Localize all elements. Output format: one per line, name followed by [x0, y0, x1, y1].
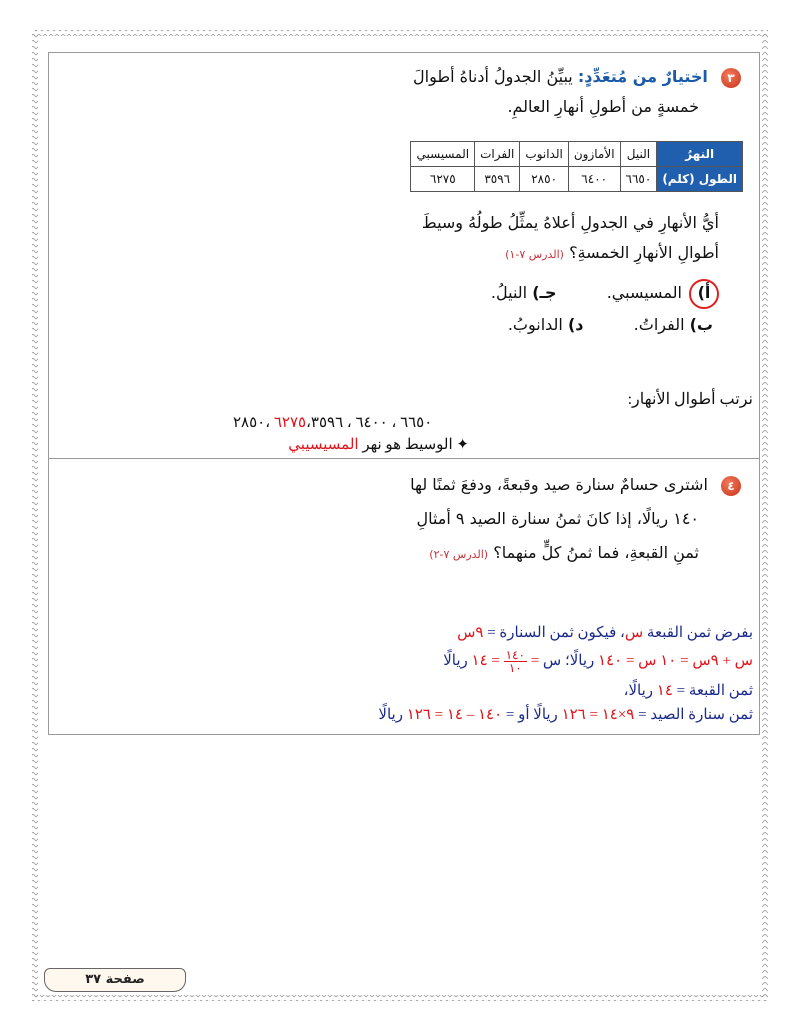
q4-solution-line1	[457, 623, 753, 642]
fraction-denominator: ١٠	[508, 661, 522, 675]
page-number-tab: صفحة ٣٧	[44, 968, 186, 992]
choice-a-text: المسيسبي.	[606, 283, 682, 302]
q4-solution-line2	[443, 649, 753, 674]
bullet-icon: ✦	[456, 437, 469, 453]
sol4-calc1: ٩×١٤ = ١٢٦	[561, 707, 635, 723]
table-head-label: النهرُ	[657, 142, 743, 167]
sol1-text-c: ، فيكون ثمن السنارة =	[487, 625, 625, 641]
sol1-expr: ٩س	[457, 625, 484, 641]
rivers-table	[410, 141, 743, 192]
q4-solution-line3	[624, 681, 753, 700]
table-cell: ٢٨٥٠	[520, 167, 568, 192]
q4-number-badge: ٤	[721, 476, 741, 496]
fraction-numerator: ١٤٠	[505, 648, 525, 662]
choice-b-letter[interactable]: ب)	[689, 315, 713, 334]
q3-line2: خمسةٍ من أطولِ أنهارِ العالمِ.	[507, 97, 699, 116]
sol2-equals: =	[530, 652, 540, 669]
q4-line1-text: اشترى حسامٌ سنارة صيد وقبعةً، ودفعَ ثمنًا لها	[410, 475, 708, 494]
sol2-result: = ١٤	[471, 652, 500, 669]
q4-lesson-ref: (الدرس ٧-٢)	[429, 548, 489, 561]
q3-number-badge: ٣	[721, 68, 741, 88]
q3-choices-row1	[491, 279, 719, 309]
sol1-var: س	[624, 625, 644, 641]
choice-d-letter[interactable]: د)	[567, 315, 584, 334]
sol2-unit: ريالًا	[443, 652, 468, 669]
table-cell: النيل	[620, 142, 657, 167]
q3-header	[413, 67, 741, 88]
q3-question-line1: أيُّ الأنهارِ في الجدولِ أعلاهُ يمثِّلُ طولُهُ وسيطَ	[421, 213, 719, 232]
sol2-text: ريالًا؛ س	[542, 652, 595, 669]
median-text: الوسيط هو نهر	[362, 437, 453, 453]
q3-line1: يبيِّنُ الجدولُ أدناهُ أطوالَ	[413, 67, 573, 86]
question-3-panel	[48, 52, 760, 459]
table-row	[411, 142, 743, 167]
q3-lesson-ref: (الدرس ٧-١)	[505, 248, 564, 261]
q4-solution-line4	[378, 705, 753, 724]
q3-question-text: أطوالِ الأنهارِ الخمسةِ؟	[569, 243, 719, 262]
ordered-lengths-right: ،٣٥٩٦ ،٢٨٥٠	[233, 415, 344, 431]
sol2-equation: س + ٩س = ١٠ س = ١٤٠	[598, 652, 753, 669]
sol4-text-a: ثمن سنارة الصيد =	[638, 707, 753, 723]
q3-choices-row2	[508, 315, 713, 334]
sol1-text-a: بفرض ثمن القبعة	[646, 625, 753, 641]
choice-d-text: الدانوبُ.	[507, 315, 563, 334]
choice-c-text: النيلُ.	[490, 283, 528, 302]
table-cell: الدانوب	[520, 142, 568, 167]
table-cell: ٣٥٩٦	[475, 167, 520, 192]
ordered-lengths-left: ٦٦٥٠ ، ٦٤٠٠ ،	[343, 415, 433, 431]
q3-question-line2	[505, 243, 719, 262]
table-row	[411, 167, 743, 192]
q4-line3	[429, 543, 699, 562]
sol4-text-c: ريالًا أو =	[505, 707, 558, 723]
table-cell: ٦٢٧٥	[411, 167, 475, 192]
q4-line1	[410, 475, 741, 496]
sol3-text: ثمن القبعة =	[676, 683, 753, 699]
question-4-panel	[48, 458, 760, 735]
solution-title: نرتب أطوال الأنهار:	[627, 391, 753, 408]
choice-b-text: الفراتُ.	[633, 315, 685, 334]
sol4-calc2: ١٤٠ – ١٤ = ١٢٦	[406, 707, 503, 723]
median-statement	[288, 435, 469, 454]
sol4-unit: ريالًا	[378, 707, 403, 723]
table-cell: المسيسبي	[411, 142, 475, 167]
ordered-median-value: ٦٢٧٥	[273, 415, 307, 431]
q4-line2: ١٤٠ ريالًا، إذا كانَ ثمنُ سنارة الصيد ٩ أمثالِ	[416, 509, 699, 528]
table-cell: ٦٦٥٠	[620, 167, 657, 192]
median-answer: المسيسيبي	[288, 437, 359, 453]
sol3-unit: ريالًا،	[623, 683, 654, 699]
table-cell: ٦٤٠٠	[568, 167, 620, 192]
sol3-value: ١٤	[656, 683, 673, 699]
table-cell: الأمازون	[568, 142, 620, 167]
fraction	[504, 649, 527, 674]
table-cell: الفرات	[475, 142, 520, 167]
q3-type-label: اختيارٌ من مُتعَدِّدٍ:	[577, 67, 708, 86]
ordered-lengths	[233, 413, 432, 432]
choice-a-circled[interactable]: أ)	[689, 279, 719, 309]
choice-c-letter[interactable]: جـ)	[532, 283, 557, 302]
table-length-label: الطول (كلم)	[657, 167, 743, 192]
q4-line3-text: ثمنِ القبعةِ، فما ثمنُ كلٍّ منهما؟	[493, 543, 699, 562]
